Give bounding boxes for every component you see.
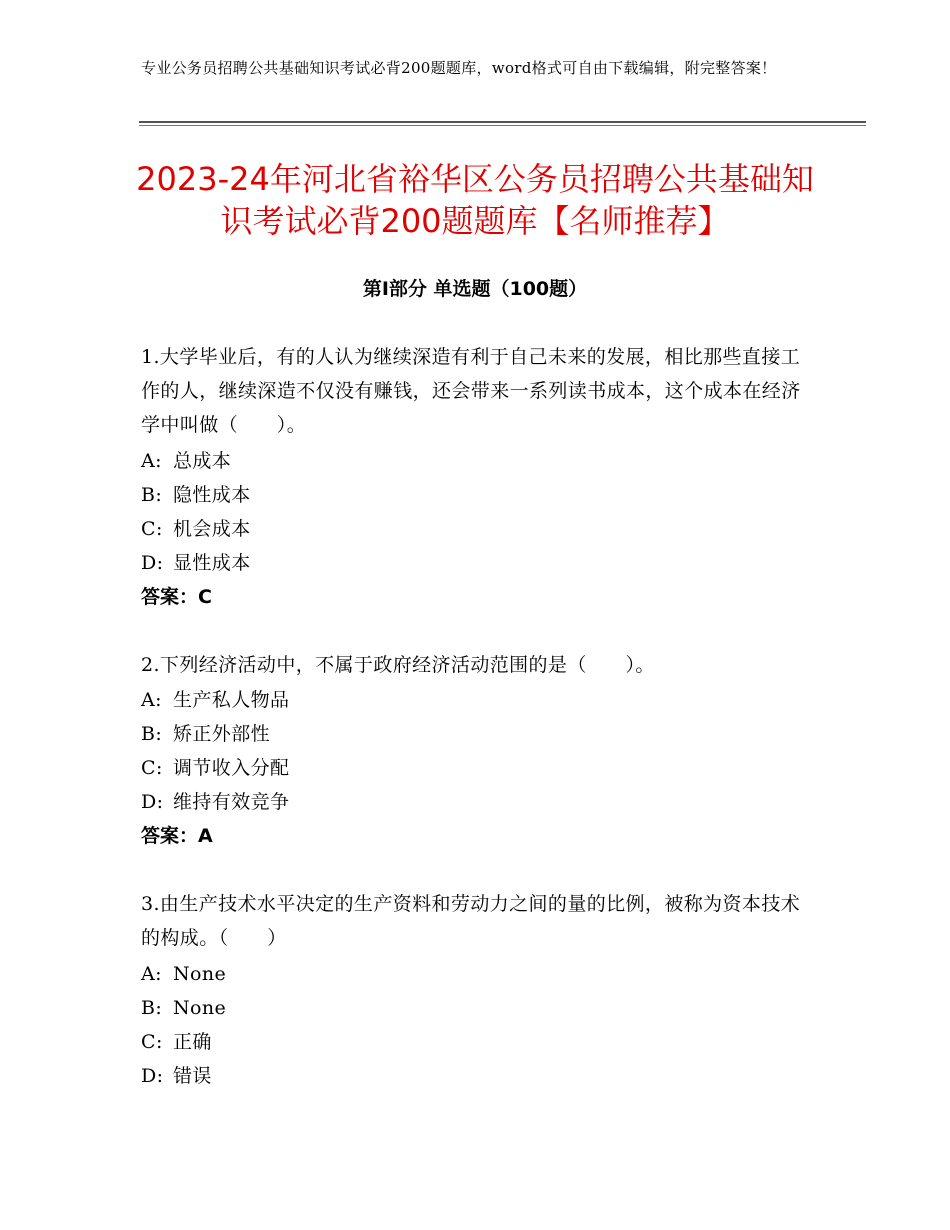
- option-letter: D:: [141, 791, 164, 813]
- question-3-option-b: [141, 995, 801, 1021]
- option-letter: B:: [141, 997, 163, 1019]
- question-1-answer: 答案：C: [141, 586, 212, 608]
- option-text: None: [173, 997, 227, 1019]
- header-divider-thin: [139, 125, 866, 126]
- option-letter: D:: [141, 1065, 164, 1087]
- question-2-option-c: [141, 755, 801, 781]
- option-text: 错误: [173, 1065, 212, 1087]
- option-letter: A:: [141, 450, 162, 472]
- header-note: 专业公务员招聘公共基础知识考试必背200题题库，word格式可自由下载编辑，附完整答案！: [141, 59, 777, 77]
- question-1-option-a: [141, 448, 801, 474]
- question-2-stem: 2.下列经济活动中，不属于政府经济活动范围的是（ ）。: [141, 654, 655, 676]
- option-letter: B:: [141, 484, 163, 506]
- option-letter: A:: [141, 963, 162, 985]
- option-text: 调节收入分配: [173, 757, 290, 779]
- option-letter: B:: [141, 723, 163, 745]
- option-text: 维持有效竞争: [173, 791, 290, 813]
- option-text: 隐性成本: [173, 484, 251, 506]
- question-1-stem: 1.大学毕业后，有的人认为继续深造有利于自己未来的发展，相比那些直接工作的人，继续深造不仅没有赚钱，还会带来一系列读书成本，这个成本在经济学中叫做（ ）。: [141, 346, 801, 436]
- question-3-option-c: [141, 1029, 801, 1055]
- option-text: 正确: [173, 1031, 212, 1053]
- question-1-option-c: [141, 516, 801, 542]
- option-text: 机会成本: [173, 518, 251, 540]
- option-text: 矫正外部性: [173, 723, 271, 745]
- option-letter: C:: [141, 1031, 163, 1053]
- question-2-option-b: [141, 721, 801, 747]
- option-text: None: [173, 963, 227, 985]
- option-letter: A:: [141, 689, 162, 711]
- header-divider-thick: [139, 121, 866, 123]
- question-3-option-d: [141, 1063, 801, 1089]
- option-text: 生产私人物品: [173, 689, 290, 711]
- document-title: 2023-24年河北省裕华区公务员招聘公共基础知识考试必背200题题库【名师推荐】: [136, 160, 814, 240]
- question-2-answer: 答案：A: [141, 825, 213, 847]
- option-letter: C:: [141, 757, 163, 779]
- option-text: 总成本: [173, 450, 232, 472]
- question-3-option-a: [141, 961, 801, 987]
- question-2-option-d: [141, 789, 801, 815]
- option-text: 显性成本: [173, 552, 251, 574]
- question-3-stem: 3.由生产技术水平决定的生产资料和劳动力之间的量的比例，被称为资本技术的构成。（ ）: [141, 893, 801, 949]
- question-1-option-d: [141, 550, 801, 576]
- question-1-option-b: [141, 482, 801, 508]
- section-heading: 第Ⅰ部分 单选题（100题）: [362, 278, 588, 300]
- question-2-option-a: [141, 687, 801, 713]
- option-letter: D:: [141, 552, 164, 574]
- option-letter: C:: [141, 518, 163, 540]
